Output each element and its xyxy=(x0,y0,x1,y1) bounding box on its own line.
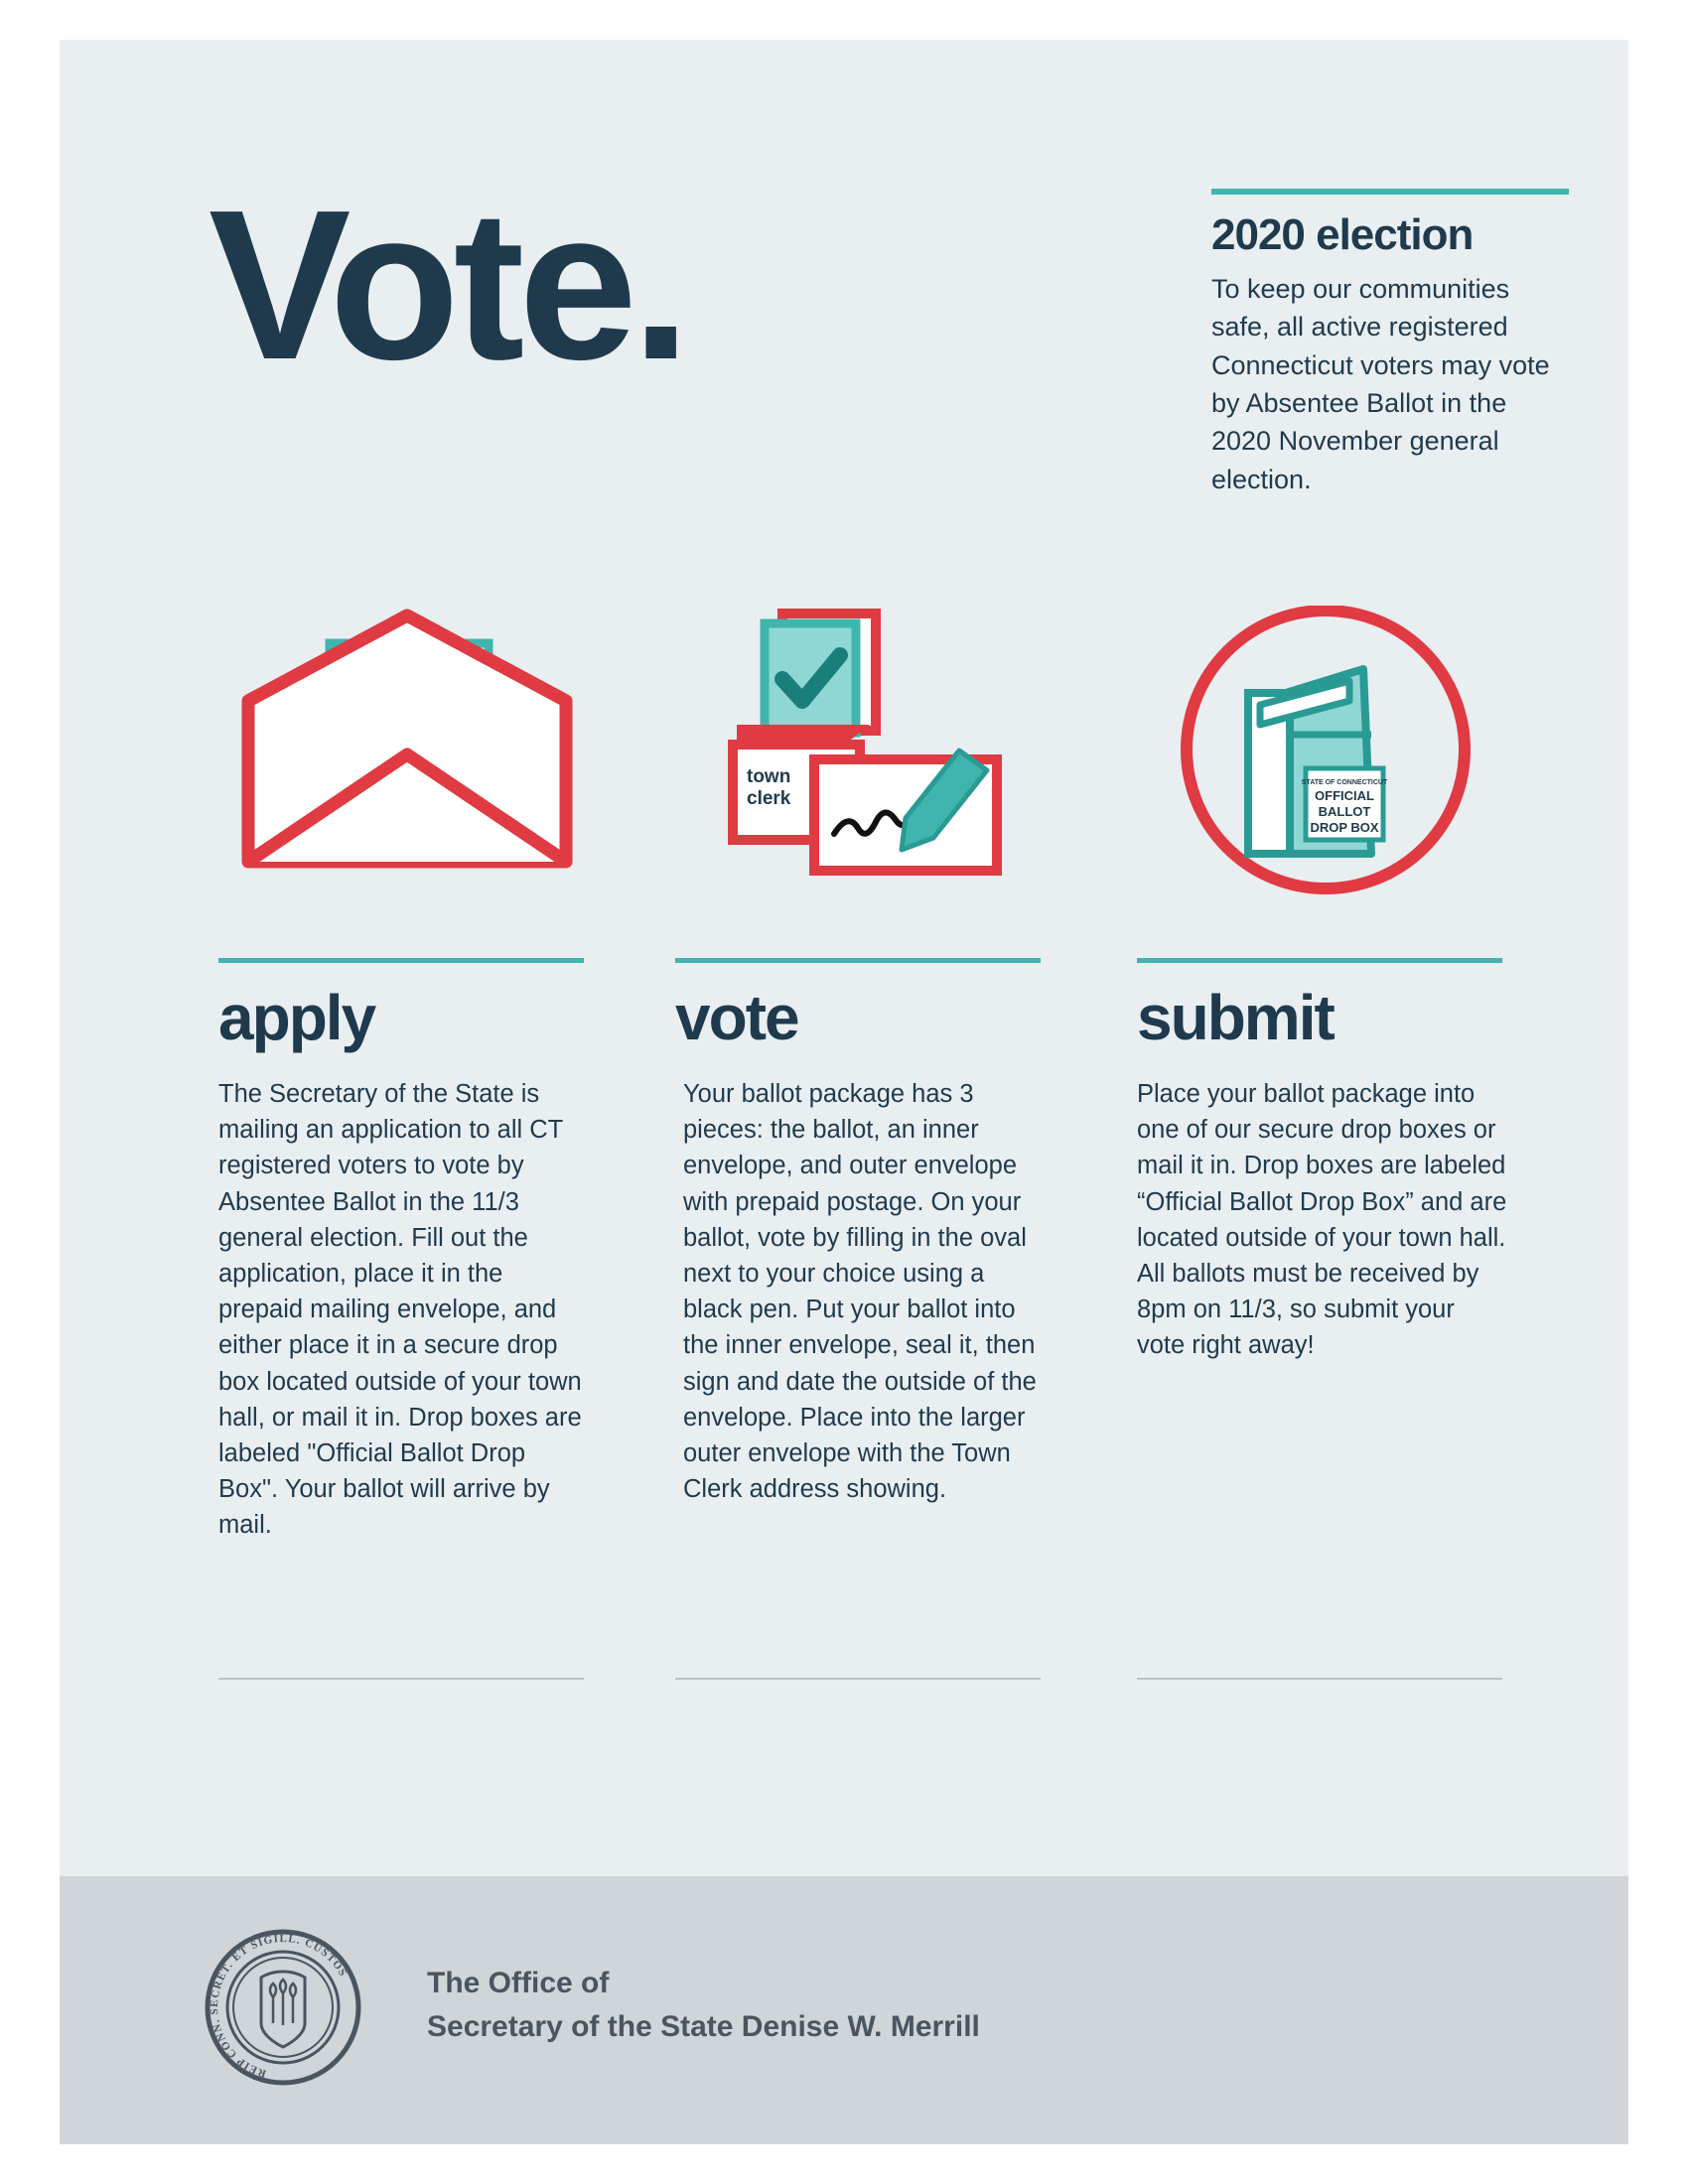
column-divider-rule xyxy=(218,958,584,963)
column-bottom-rule xyxy=(218,1678,584,1680)
column-bottom-rule xyxy=(675,1678,1041,1680)
footer-bar xyxy=(60,1876,1628,2144)
step-column-apply xyxy=(218,606,596,1544)
column-divider-rule xyxy=(675,958,1041,963)
step-body-apply: The Secretary of the State is mailing an application to all CT registered voters to vote by Absentee Ballot in the 11/3 general election. Fill out the application, place it in the prepaid mailing envelope, and either place it in a secure drop box located outside of your town hall, or mail it in. Drop boxes are labeled "Official Ballot Drop Box". Your ballot will arrive by mail. xyxy=(218,1080,582,1540)
envelope-label-line1: town xyxy=(747,766,791,787)
footer-line-1: The Office of xyxy=(427,1967,610,1999)
dropbox-label-state: STATE OF CONNECTICUT xyxy=(1301,779,1388,786)
ballot-drop-box-icon xyxy=(1137,606,1514,933)
column-bottom-rule xyxy=(1137,1678,1502,1680)
step-title-submit: submit xyxy=(1137,982,1334,1053)
state-seal-icon xyxy=(204,1928,362,2087)
step-body-vote: Your ballot package has 3 pieces: the ballot, an inner envelope, and outer envelope with prepaid postage. On your ballot, vote by filling in the oval next to your choice using a black pen. Put your ballot into the inner envelope, seal it, then sign and date the outside of the envelope. Place into the larger outer envelope with the Town Clerk address showing. xyxy=(683,1080,1037,1504)
election-info-block xyxy=(1211,189,1569,498)
poster-canvas xyxy=(60,40,1628,2144)
election-info-body: To keep our communities safe, all active registered Connecticut voters may vote by Absentee Ballot in the 2020 November general election. xyxy=(1211,274,1550,494)
step-column-vote xyxy=(675,606,1053,1507)
step-title-apply: apply xyxy=(218,982,375,1053)
step-title-vote: vote xyxy=(675,982,798,1053)
dropbox-label-ballot: BALLOT xyxy=(1318,804,1371,819)
dropbox-label-dropbox: DROP BOX xyxy=(1310,820,1379,835)
election-info-title: 2020 election xyxy=(1211,210,1474,259)
divider-rule xyxy=(1211,189,1569,195)
envelope-label-line2: clerk xyxy=(747,788,791,809)
footer-line-2: Secretary of the State Denise W. Merrill xyxy=(427,2009,980,2043)
page-title: Vote. xyxy=(209,165,685,404)
step-column-submit xyxy=(1137,606,1514,1364)
svg-text:REIP CONN. SECRET. ET SIGILL.: REIP CONN. SECRET. ET SIGILL. CUSTOS xyxy=(208,1932,350,2080)
ballot-envelopes-signature-icon xyxy=(675,606,1053,933)
open-envelope-with-letter-icon xyxy=(218,606,596,933)
column-divider-rule xyxy=(1137,958,1502,963)
dropbox-label-official: OFFICIAL xyxy=(1315,788,1374,803)
footer-office-text xyxy=(427,1962,980,2048)
step-body-submit: Place your ballot package into one of our secure drop boxes or mail it in. Drop boxes are labeled “Official Ballot Drop Box” and are located outside of your town hall. All ballots must be received by 8pm on 11/3, so submit your vote right away! xyxy=(1137,1080,1507,1360)
